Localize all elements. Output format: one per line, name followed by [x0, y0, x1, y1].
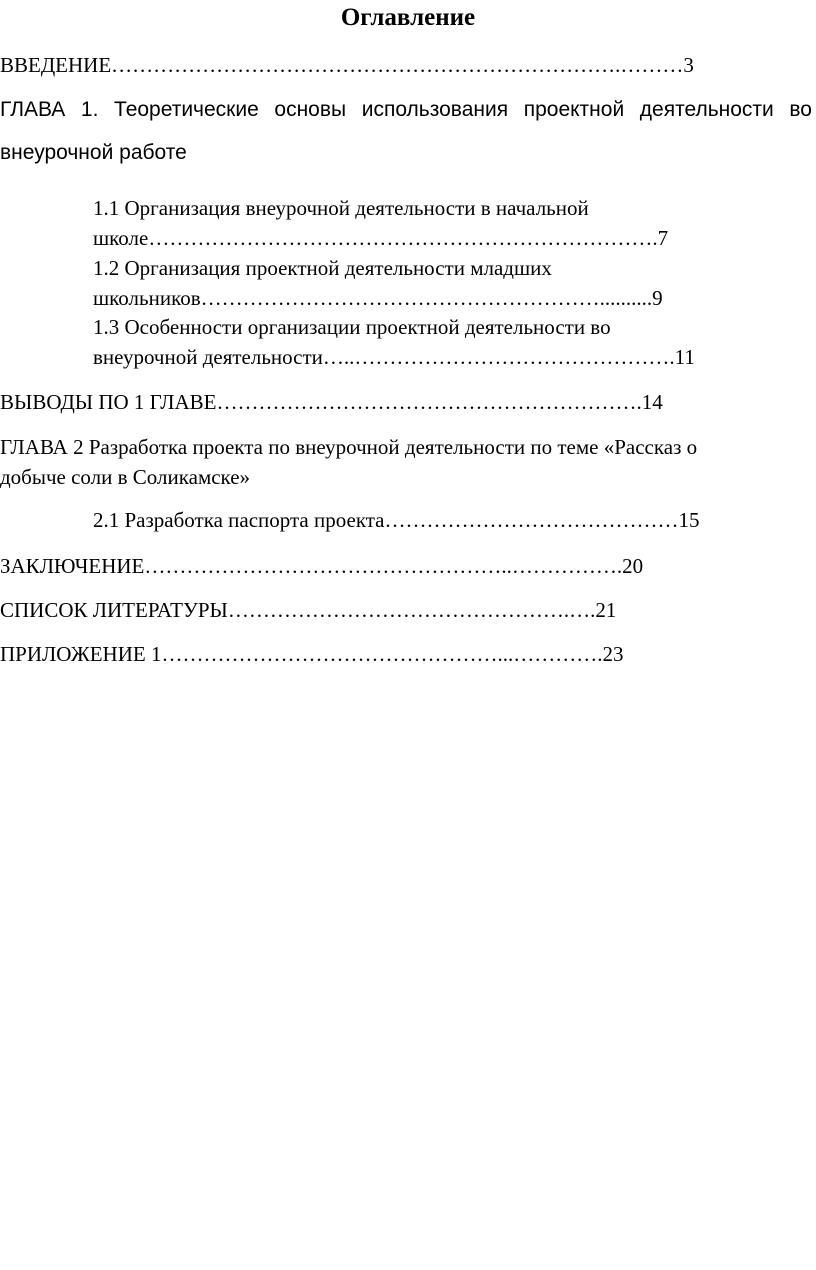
toc-entry-references: СПИСОК ЛИТЕРАТУРЫ………………………………………….….21 [0, 598, 617, 622]
toc-entry-intro: ВВЕДЕНИЕ……………………………………………………………….………3 [0, 53, 694, 77]
toc-entry-section-1-2-line2: школьников…………………………………………………..........9 [93, 286, 663, 310]
toc-entry-section-1-3-line2: внеурочной деятельности…..……………………………………….11 [93, 345, 695, 369]
toc-entry-chapter2-line2: добыче соли в Соликамске» [0, 465, 251, 489]
toc-entry-appendix: ПРИЛОЖЕНИЕ 1…………………………………………...………….23 [0, 642, 624, 666]
toc-entry-chapter1-line2: внеурочной работе [0, 141, 187, 164]
toc-entry-section-1-2-line1: 1.2 Организация проектной деятельности младших [93, 256, 552, 280]
toc-entry-section-1-1-line2: школе……………………………………………………………….7 [93, 226, 669, 250]
toc-entry-chapter2-line1: ГЛАВА 2 Разработка проекта по внеурочной деятельности по теме «Рассказ о [0, 435, 698, 459]
toc-entry-section-1-1-line1: 1.1 Организация внеурочной деятельности в начальной [93, 196, 589, 220]
toc-entry-section-1-3-line1: 1.3 Особенности организации проектной деятельности во [93, 315, 611, 339]
toc-entry-chapter1-line1: ГЛАВА 1. Теоретические основы использования проектной деятельности во [0, 98, 812, 121]
toc-entry-conclusions-chapter1: ВЫВОДЫ ПО 1 ГЛАВЕ…………………………………………………….14 [0, 390, 663, 414]
toc-entry-section-2-1: 2.1 Разработка паспорта проекта……………………………………15 [93, 508, 700, 532]
page-title: Оглавление [340, 4, 476, 31]
toc-entry-conclusion: ЗАКЛЮЧЕНИЕ……………………………………………..…………….20 [0, 554, 644, 578]
